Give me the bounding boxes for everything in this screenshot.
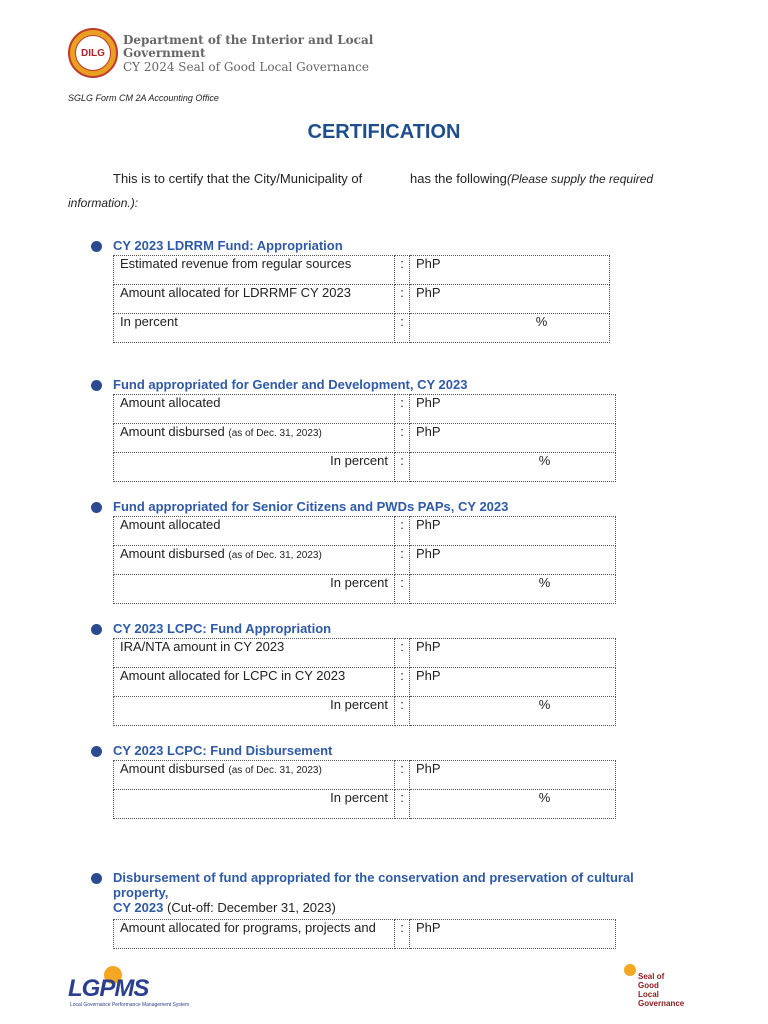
- senior-pwd-table: [113, 516, 616, 604]
- row-label: In percent: [114, 314, 395, 343]
- page-title: CERTIFICATION: [307, 121, 461, 143]
- table-row: [114, 314, 610, 343]
- heading-cutoff-note: (Cut-off: December 31, 2023): [166, 900, 336, 915]
- heading-line2: [113, 900, 673, 915]
- section-heading-cultural-property: [113, 870, 673, 915]
- program-name: CY 2024 Seal of Good Local Governance: [123, 60, 369, 74]
- row-colon: :: [395, 575, 410, 604]
- table-row: [114, 761, 616, 790]
- table-row: [114, 697, 616, 726]
- bullet-icon: [91, 502, 102, 513]
- table-row: [114, 285, 610, 314]
- row-label: [114, 761, 395, 790]
- row-value-field[interactable]: %: [410, 790, 616, 819]
- row-value-field[interactable]: PhP: [410, 668, 616, 697]
- row-value-field[interactable]: %: [410, 697, 616, 726]
- row-label: [114, 546, 395, 575]
- table-row: [114, 424, 616, 453]
- table-row: [114, 517, 616, 546]
- row-colon: :: [395, 314, 410, 343]
- row-colon: :: [395, 546, 410, 575]
- row-value-field[interactable]: PhP: [410, 424, 616, 453]
- sglg-logo-line: Local: [638, 990, 659, 999]
- section-heading-lcpc-disbursement: CY 2023 LCPC: Fund Disbursement: [113, 743, 333, 758]
- section-heading-gad: Fund appropriated for Gender and Development, CY 2023: [113, 377, 468, 392]
- heading-year: CY 2023: [113, 900, 164, 915]
- row-value-field[interactable]: %: [410, 314, 610, 343]
- row-label: Amount allocated: [114, 395, 395, 424]
- row-label: In percent: [114, 575, 395, 604]
- row-label: In percent: [114, 697, 395, 726]
- table-row: [114, 920, 616, 949]
- row-colon: :: [395, 639, 410, 668]
- sglg-sun-icon: [624, 964, 636, 976]
- row-value-field[interactable]: PhP: [410, 285, 610, 314]
- table-row: [114, 453, 616, 482]
- row-value-field[interactable]: %: [410, 575, 616, 604]
- table-row: [114, 546, 616, 575]
- intro-note-line2: information.):: [68, 196, 139, 210]
- dilg-seal-logo: [68, 28, 118, 78]
- row-colon: :: [395, 790, 410, 819]
- heading-line1: Disbursement of fund appropriated for the conservation and preservation of cultural property,: [113, 870, 634, 900]
- row-colon: :: [395, 697, 410, 726]
- bullet-icon: [91, 873, 102, 884]
- section-heading-lcpc-appropriation: CY 2023 LCPC: Fund Appropriation: [113, 621, 332, 636]
- row-value-field[interactable]: PhP: [410, 517, 616, 546]
- form-code: SGLG Form CM 2A Accounting Office: [68, 93, 219, 103]
- sglg-logo-line: Governance: [638, 999, 685, 1008]
- organization-header: [123, 34, 393, 74]
- bullet-icon: [91, 746, 102, 757]
- intro-note-line1: (Please supply the required: [507, 172, 654, 186]
- gad-table: [113, 394, 616, 482]
- row-label-note: (as of Dec. 31, 2023): [228, 550, 322, 561]
- intro-text-part2: has the following: [410, 171, 507, 186]
- row-value-field[interactable]: PhP: [410, 256, 610, 285]
- bullet-icon: [91, 624, 102, 635]
- row-colon: :: [395, 761, 410, 790]
- row-label-text: Amount disbursed: [120, 546, 225, 561]
- row-colon: :: [395, 256, 410, 285]
- table-row: [114, 395, 616, 424]
- sglg-logo-line: Seal of: [638, 972, 665, 981]
- row-value-field[interactable]: PhP: [410, 639, 616, 668]
- table-row: [114, 575, 616, 604]
- table-row: [114, 668, 616, 697]
- row-colon: :: [395, 424, 410, 453]
- ldrrm-table: [113, 255, 610, 343]
- row-label-note: (as of Dec. 31, 2023): [228, 428, 322, 439]
- row-label-note: (as of Dec. 31, 2023): [228, 765, 322, 776]
- row-colon: :: [395, 920, 410, 949]
- row-colon: :: [395, 668, 410, 697]
- row-label: In percent: [114, 453, 395, 482]
- row-colon: :: [395, 517, 410, 546]
- department-name-line1: Department of the Interior and Local: [123, 33, 374, 47]
- section-heading-ldrrm: CY 2023 LDRRM Fund: Appropriation: [113, 238, 343, 253]
- row-label: In percent: [114, 790, 395, 819]
- sglg-logo: [638, 972, 684, 1008]
- row-label: [114, 424, 395, 453]
- lcpc-appropriation-table: [113, 638, 616, 726]
- sglg-logo-line: Good: [638, 981, 659, 990]
- lgpms-logo: LGPMS: [68, 975, 149, 1002]
- row-label: Amount allocated for LCPC in CY 2023: [114, 668, 395, 697]
- row-value-field[interactable]: %: [410, 453, 616, 482]
- table-row: [114, 256, 610, 285]
- row-value-field[interactable]: PhP: [410, 920, 616, 949]
- row-label: IRA/NTA amount in CY 2023: [114, 639, 395, 668]
- row-label-text: Amount disbursed: [120, 424, 225, 439]
- table-row: [114, 790, 616, 819]
- section-heading-senior-pwd: Fund appropriated for Senior Citizens and PWDs PAPs, CY 2023: [113, 499, 509, 514]
- row-value-field[interactable]: PhP: [410, 546, 616, 575]
- row-value-field[interactable]: PhP: [410, 395, 616, 424]
- lgpms-tagline: Local Governance Performance Management System: [70, 1002, 190, 1008]
- row-label: Amount allocated for LDRRMF CY 2023: [114, 285, 395, 314]
- row-label: Amount allocated for programs, projects and: [114, 920, 395, 949]
- department-name-line2: Government: [123, 46, 206, 60]
- row-value-field[interactable]: PhP: [410, 761, 616, 790]
- row-colon: :: [395, 285, 410, 314]
- row-label-text: Amount disbursed: [120, 761, 225, 776]
- table-row: [114, 639, 616, 668]
- row-colon: :: [395, 395, 410, 424]
- row-colon: :: [395, 453, 410, 482]
- intro-text-part1: This is to certify that the City/Municipality of: [113, 171, 363, 186]
- bullet-icon: [91, 241, 102, 252]
- lcpc-disbursement-table: [113, 760, 616, 819]
- row-label: Amount allocated: [114, 517, 395, 546]
- dilg-seal-text: DILG: [75, 35, 111, 71]
- row-label: Estimated revenue from regular sources: [114, 256, 395, 285]
- cultural-property-table: [113, 919, 616, 949]
- bullet-icon: [91, 380, 102, 391]
